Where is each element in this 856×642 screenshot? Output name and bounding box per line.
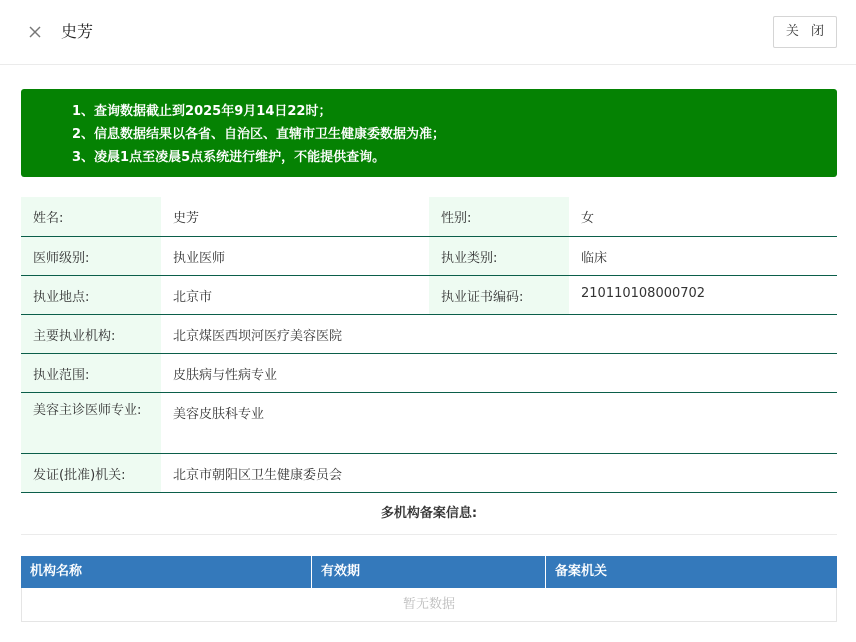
info-row-authority [21,453,837,492]
authority-label: 发证(批准)机关: [21,453,161,492]
category-value: 临床 [569,236,837,275]
dialog-header [0,0,856,65]
notice-line-2: 2、信息数据结果以各省、自治区、直辖市卫生健康委数据为准； [72,127,446,142]
notice-line-3: 3、凌晨1点至凌晨5点系统进行维护，不能提供查询。 [72,150,386,165]
cosmetic-value: 美容皮肤科专业 [161,392,837,453]
location-label: 执业地点: [21,275,161,314]
info-row-level [21,236,837,275]
cert-value: 210110108000702 [569,275,837,314]
info-row-name [21,197,837,236]
column-header-authority[interactable]: 备案机关 [555,564,608,579]
name-label: 姓名: [21,197,161,236]
org-label: 主要执业机构: [21,314,161,353]
empty-state-text: 暂无数据 [21,588,837,622]
level-value: 执业医师 [161,236,429,275]
gender-value: 女 [569,197,837,236]
info-row-location [21,275,837,314]
category-label: 执业类别: [429,236,569,275]
cert-label: 执业证书编码: [429,275,569,314]
authority-value: 北京市朝阳区卫生健康委员会 [161,453,837,492]
info-row-org [21,314,837,353]
close-button[interactable]: 关 闭 [773,16,837,48]
info-row-scope [21,353,837,392]
name-value: 史芳 [161,197,429,236]
multi-org-title: 多机构备案信息: [21,492,837,535]
column-header-org-name[interactable]: 机构名称 [21,556,312,588]
scope-value: 皮肤病与性病专业 [161,353,837,392]
doctor-info-table [21,197,837,493]
multi-org-table-header [21,556,837,588]
gender-label: 性别: [429,197,569,236]
dialog-title: 史芳 [61,22,94,41]
scope-label: 执业范围: [21,353,161,392]
notice-line-1: 1、查询数据截止到2025年9月14日22时； [72,104,332,119]
org-value: 北京煤医西坝河医疗美容医院 [161,314,837,353]
cosmetic-label: 美容主诊医师专业: [21,392,161,453]
level-label: 医师级别: [21,236,161,275]
multi-org-table [21,556,837,622]
notice-banner [21,89,837,177]
location-value: 北京市 [161,275,429,314]
column-header-validity[interactable]: 有效期 [312,556,546,588]
close-x-icon[interactable] [24,21,46,43]
info-row-cosmetic [21,392,837,453]
